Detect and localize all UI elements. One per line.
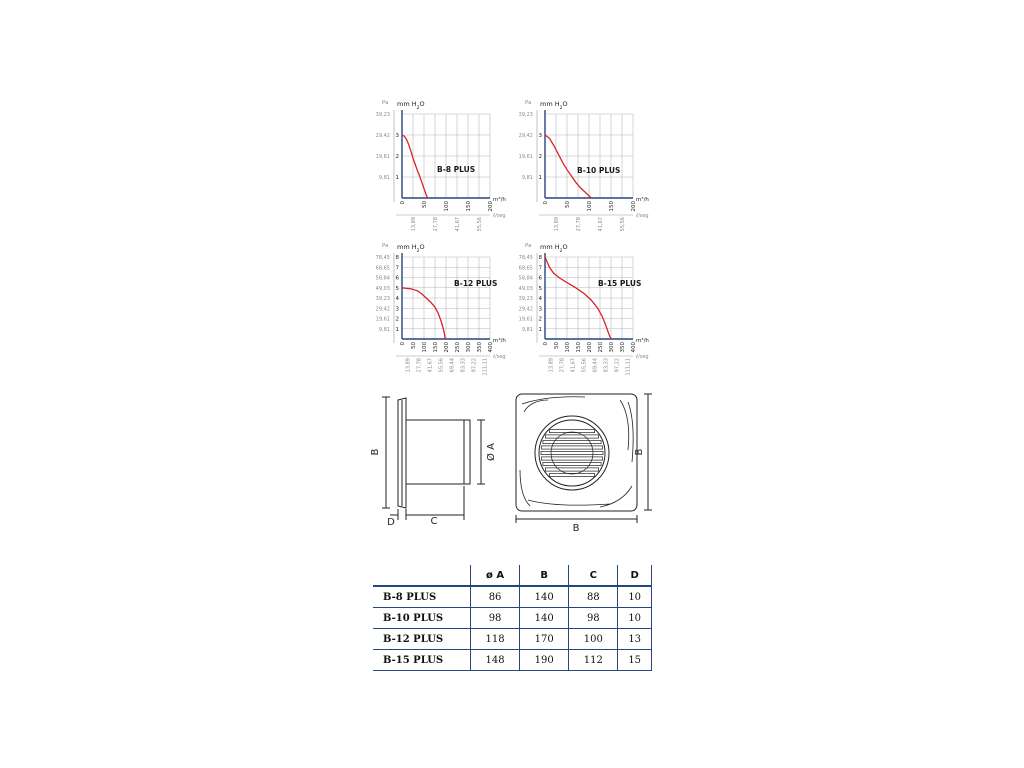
- grille-bar: [545, 468, 598, 471]
- x-tick2-label: 27,78: [559, 358, 566, 373]
- chart-1: [376, 100, 507, 231]
- y-unit-subscript: 2: [559, 248, 563, 254]
- y-tick2-label: 29,42: [375, 133, 390, 139]
- cell-c: 98: [569, 608, 618, 629]
- y-unit-o: O: [562, 243, 568, 251]
- x-unit-m3h-label: m³/h: [636, 197, 649, 203]
- side-label-a: Ø A: [486, 443, 497, 461]
- col-header-d: D: [618, 565, 652, 586]
- x-tick-label: 150: [609, 201, 615, 212]
- x-tick2-label: 27,78: [576, 217, 582, 232]
- x-unit-lseg-label: ℓ/seg: [493, 354, 506, 360]
- grille-bar: [541, 451, 603, 454]
- y-tick-label: 2: [538, 154, 542, 160]
- y-tick2-label: 58,84: [375, 275, 390, 282]
- cell-c: 112: [569, 650, 618, 671]
- side-housing: [406, 420, 464, 484]
- x-tick2-label: 27,78: [416, 358, 423, 373]
- y-tick-label: 7: [538, 265, 542, 272]
- table-corner: [373, 565, 471, 586]
- x-tick2-label: 111,11: [625, 358, 632, 376]
- y-unit-o: O: [419, 243, 425, 251]
- x-tick2-label: 55,56: [438, 358, 445, 373]
- grille-bars: [541, 429, 603, 476]
- cell-c: 88: [569, 586, 618, 608]
- y-tick-label: 3: [395, 133, 399, 139]
- chart-title: B-10 PLUS: [577, 166, 621, 175]
- y-tick2-label: 39,23: [375, 296, 390, 302]
- chart-2: [519, 100, 650, 231]
- y-tick-label: 2: [395, 316, 399, 323]
- cell-b: 140: [520, 586, 569, 608]
- front-view-drawing: [516, 394, 652, 523]
- x-tick-label: 150: [576, 342, 582, 353]
- x-unit-lseg-label: ℓ/seg: [636, 213, 649, 219]
- y-tick-label: 3: [395, 306, 399, 313]
- side-label-d: D: [387, 517, 395, 528]
- x-tick2-label: 13,89: [405, 358, 412, 373]
- x-tick-label: 200: [488, 201, 494, 212]
- y-tick-label: 1: [538, 326, 542, 333]
- x-tick-label: 50: [422, 201, 428, 208]
- y-tick-label: 5: [395, 285, 399, 292]
- x-tick-label: 0: [400, 342, 406, 346]
- model-name: B-10 PLUS: [373, 608, 471, 629]
- x-tick2-label: 27,78: [433, 217, 439, 232]
- performance-curve: [402, 135, 428, 198]
- y-tick-label: 1: [395, 175, 399, 181]
- y-unit-subscript: 2: [559, 105, 563, 111]
- y-tick2-label: 9,81: [378, 326, 390, 333]
- grille-bar: [541, 446, 602, 449]
- y-tick-label: 7: [395, 265, 399, 272]
- y-unit-pa-label: Pa: [382, 100, 389, 106]
- performance-charts: [376, 100, 650, 376]
- y-tick2-label: 29,42: [375, 306, 390, 313]
- x-tick2-label: 83,33: [603, 358, 610, 373]
- table-row: [373, 608, 652, 629]
- y-tick2-label: 19,61: [518, 316, 533, 323]
- y-unit-mm-label: mm $H_2O$: [397, 243, 425, 254]
- y-tick-label: 3: [538, 306, 542, 313]
- x-tick-label: 200: [444, 342, 450, 353]
- chart-title: B-15 PLUS: [598, 279, 642, 288]
- y-tick2-label: 19,61: [375, 316, 390, 323]
- x-tick-label: 100: [444, 201, 450, 212]
- y-unit-o: O: [562, 100, 568, 108]
- table-row: [373, 650, 652, 671]
- y-tick-label: 8: [538, 255, 542, 261]
- y-tick-label: 3: [538, 133, 542, 139]
- y-tick2-label: 78,45: [518, 255, 533, 261]
- y-tick2-label: 9,81: [521, 175, 533, 181]
- cell-a: 118: [471, 629, 520, 650]
- y-tick2-label: 29,42: [518, 133, 533, 139]
- x-tick2-label: 69,44: [449, 358, 456, 373]
- x-tick-label: 0: [400, 201, 406, 205]
- table-row: [373, 586, 652, 608]
- x-unit-m3h-label: m³/h: [493, 338, 506, 344]
- y-unit-pa-label: Pa: [382, 243, 389, 249]
- x-tick2-label: 97,22: [614, 358, 621, 373]
- x-unit-lseg-label: ℓ/seg: [636, 354, 649, 360]
- y-tick2-label: 19,61: [375, 154, 390, 160]
- x-tick2-label: 97,22: [471, 358, 478, 373]
- col-header-a: ø A: [471, 565, 520, 586]
- cell-d: 13: [618, 629, 652, 650]
- cell-b: 140: [520, 608, 569, 629]
- x-tick2-label: 13,89: [554, 217, 560, 232]
- model-name: B-15 PLUS: [373, 650, 471, 671]
- x-tick-label: 350: [620, 342, 626, 353]
- y-tick2-label: 78,45: [375, 255, 390, 261]
- y-tick2-label: 49,03: [375, 285, 390, 292]
- x-tick2-label: 41,67: [570, 358, 577, 373]
- x-unit-m3h-label: m³/h: [493, 197, 506, 203]
- y-tick-label: 8: [395, 255, 399, 261]
- x-tick2-label: 83,33: [460, 358, 467, 373]
- y-tick2-label: 49,03: [518, 285, 533, 292]
- y-unit-pa-label: Pa: [525, 243, 532, 249]
- cell-d: 15: [618, 650, 652, 671]
- cell-b: 170: [520, 629, 569, 650]
- grille-bar: [543, 440, 601, 443]
- x-tick-label: 250: [598, 342, 604, 353]
- x-tick2-label: 41,67: [427, 358, 434, 373]
- chart-title: B-12 PLUS: [454, 279, 498, 288]
- dimensions-table: [373, 565, 652, 671]
- grille-bar: [543, 462, 601, 465]
- x-tick2-label: 55,56: [581, 358, 588, 373]
- x-tick2-label: 41,67: [455, 217, 461, 232]
- x-tick-label: 300: [609, 342, 615, 353]
- y-tick2-label: 39,23: [375, 112, 390, 118]
- y-tick-label: 2: [538, 316, 542, 323]
- chart-4: [519, 243, 650, 376]
- x-tick-label: 50: [554, 342, 560, 349]
- side-label-c: C: [430, 516, 438, 527]
- y-tick-label: 4: [538, 296, 542, 302]
- x-tick-label: 50: [411, 342, 417, 349]
- y-tick-label: 4: [395, 296, 399, 302]
- cell-a: 98: [471, 608, 520, 629]
- x-tick-label: 300: [466, 342, 472, 353]
- y-tick2-label: 19,61: [518, 154, 533, 160]
- chart-title: B-8 PLUS: [437, 165, 476, 174]
- x-tick-label: 200: [631, 201, 637, 212]
- grille-bar: [541, 457, 602, 460]
- x-tick-label: 0: [543, 201, 549, 205]
- x-tick-label: 200: [587, 342, 593, 353]
- y-unit-mm-label: mm $H_2O$: [540, 100, 568, 111]
- x-tick2-label: 69,44: [592, 358, 599, 373]
- side-label-b: B: [370, 448, 381, 456]
- x-tick2-label: 13,89: [411, 217, 417, 232]
- cell-c: 100: [569, 629, 618, 650]
- cell-b: 190: [520, 650, 569, 671]
- performance-curve: [402, 288, 445, 339]
- y-unit-mm-label: mm $H_2O$: [540, 243, 568, 254]
- cell-d: 10: [618, 608, 652, 629]
- x-tick-label: 350: [477, 342, 483, 353]
- x-tick-label: 250: [455, 342, 461, 353]
- y-tick-label: 6: [395, 275, 399, 282]
- y-unit-mm-label: mm $H_2O$: [397, 100, 425, 111]
- y-unit-subscript: 2: [416, 248, 420, 254]
- grille-bar: [545, 435, 598, 438]
- y-tick2-label: 39,23: [518, 296, 533, 302]
- y-tick2-label: 9,81: [521, 326, 533, 333]
- y-tick2-label: 9,81: [378, 175, 390, 181]
- y-unit-pa-label: Pa: [525, 100, 532, 106]
- cell-a: 86: [471, 586, 520, 608]
- side-view-drawing: [382, 397, 485, 520]
- cell-d: 10: [618, 586, 652, 608]
- x-tick-label: 50: [565, 201, 571, 208]
- x-tick-label: 100: [565, 342, 571, 353]
- y-tick-label: 1: [538, 175, 542, 181]
- x-tick2-label: 41,67: [598, 217, 604, 232]
- chart-3: [376, 243, 507, 376]
- x-unit-m3h-label: m³/h: [636, 338, 649, 344]
- table-row: [373, 629, 652, 650]
- model-name: B-12 PLUS: [373, 629, 471, 650]
- y-unit-subscript: 2: [416, 105, 420, 111]
- col-header-b: B: [520, 565, 569, 586]
- y-tick2-label: 68,65: [375, 265, 390, 272]
- table-header-row: [373, 565, 652, 586]
- y-tick-label: 5: [538, 285, 542, 292]
- side-housing-end: [464, 420, 470, 484]
- y-tick-label: 6: [538, 275, 542, 282]
- front-label-b-right: B: [634, 448, 645, 456]
- cell-a: 148: [471, 650, 520, 671]
- y-tick2-label: 39,23: [518, 112, 533, 118]
- y-tick-label: 2: [395, 154, 399, 160]
- x-tick2-label: 13,89: [548, 358, 555, 373]
- x-tick-label: 0: [543, 342, 549, 346]
- x-tick2-label: 55,56: [477, 217, 483, 232]
- model-name: B-8 PLUS: [373, 586, 471, 608]
- x-tick-label: 400: [631, 342, 637, 353]
- x-tick-label: 400: [488, 342, 494, 353]
- x-tick-label: 150: [466, 201, 472, 212]
- x-tick2-label: 55,56: [620, 217, 626, 232]
- x-tick-label: 100: [422, 342, 428, 353]
- front-label-b-bottom: B: [572, 523, 580, 534]
- x-tick2-label: 111,11: [482, 358, 489, 376]
- y-tick-label: 1: [395, 326, 399, 333]
- y-unit-o: O: [419, 100, 425, 108]
- x-tick-label: 150: [433, 342, 439, 353]
- x-tick-label: 100: [587, 201, 593, 212]
- y-tick2-label: 68,65: [518, 265, 533, 272]
- x-unit-lseg-label: ℓ/seg: [493, 213, 506, 219]
- y-tick2-label: 29,42: [518, 306, 533, 313]
- y-tick2-label: 58,84: [518, 275, 533, 282]
- col-header-c: C: [569, 565, 618, 586]
